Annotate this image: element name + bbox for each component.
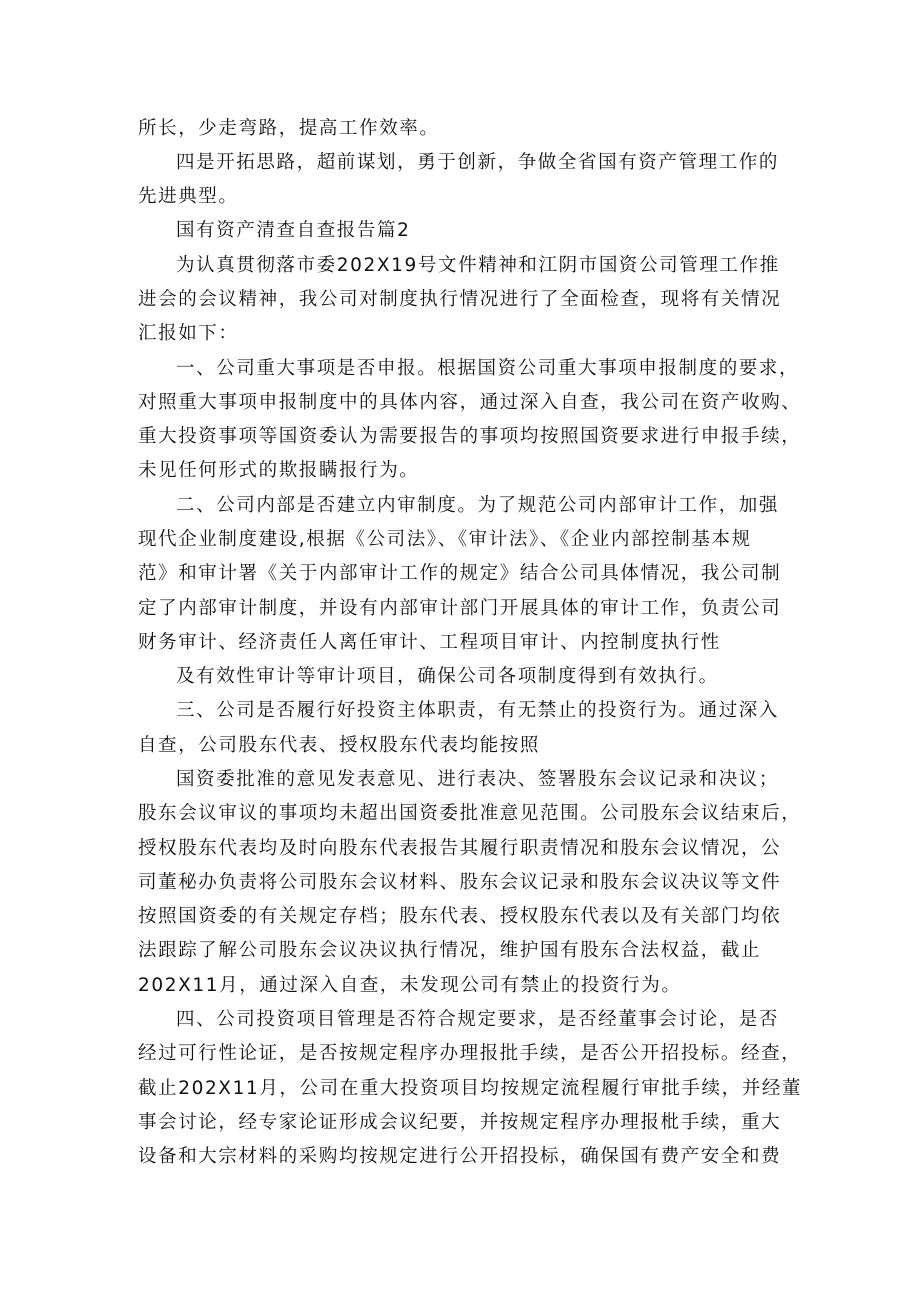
text-line: 及有效性审计等审计项目，确保公司各项制度得到有效执行。	[176, 666, 719, 687]
text-line: 经过可行性论证，是否按规定程序办理报批手续，是否公开招投标。经查，	[138, 1043, 802, 1064]
text-line: 设备和大宗材料的采购均按规定进行公开招投标，确保国有费产安全和费	[138, 1146, 782, 1167]
text-line: 未见任何形式的欺报瞒报行为。	[138, 460, 420, 481]
text-line: 截止202X11月，公司在重大投资项目均按规定流程履行审批手续，并经董	[138, 1078, 803, 1099]
text-line: 法跟踪了解公司股东会议决议执行情况，维护国有股东合法权益，截止	[138, 940, 762, 961]
text-line: 范》和审计署《关于内部审计工作的规定》结合公司具体情况，我公司制	[138, 563, 782, 584]
text-line: 202X11月，通过深入自查，未发现公司有禁止的投资行为。	[138, 975, 682, 996]
text-line: 自查，公司股东代表、授权股东代表均能按照	[138, 735, 541, 756]
text-line: 重大投资事项等国资委认为需要报告的事项均按照国资要求进行申报手续，	[138, 426, 802, 447]
text-line: 所长，少走弯路，提高工作效率。	[138, 118, 440, 139]
text-line: 进会的会议精神，我公司对制度执行情况进行了全面检查，现将有关情况	[138, 289, 782, 310]
text-line: 四、公司投资项目管理是否符合规定要求，是否经董事会讨论，是否	[176, 1009, 780, 1030]
text-line: 为认真贯彻落市委202X19号文件精神和江阴市国资公司管理工作推	[176, 255, 780, 276]
text-line: 国资委批准的意见发表意见、进行表决、签署股东会议记录和决议；	[176, 769, 780, 790]
text-line: 授权股东代表均及时向股东代表报告其履行职责情况和股东会议情况，公	[138, 838, 782, 859]
text-line: 定了内部审计制度，并设有内部审计部门开展具体的审计工作，负责公司	[138, 598, 782, 619]
text-line: 按照国资委的有关规定存档；股东代表、授权股东代表以及有关部门均依	[138, 906, 782, 927]
text-line: 司董秘办负责将公司股东会议材料、股东会议记录和股东会议决议等文件	[138, 872, 782, 893]
text-line: 先进典型。	[138, 186, 239, 207]
text-line: 股东会议审议的事项均未超出国资委批准意见范围。公司股东会议结束后，	[138, 803, 802, 824]
text-line: 对照重大事项申报制度中的具体内容，通过深入自查，我公司在资产收购、	[138, 392, 802, 413]
text-line: 三、公司是否履行好投资主体职责，有无禁止的投资行为。通过深入	[176, 700, 780, 721]
text-line: 事会讨论，经专家论证形成会议纪要，并按规定程序办理报枇手续，重大	[138, 1112, 782, 1133]
text-line: 二、公司内部是否建立内审制度。为了规范公司内部审计工作，加强	[176, 495, 780, 516]
section-heading: 国有资产清查自查报告篇2	[176, 220, 411, 241]
text-line: 汇报如下：	[138, 323, 239, 344]
text-line: 财务审计、经济责任人离任审计、工程项目审计、内控制度执行性	[138, 632, 721, 653]
text-line: 四是开拓思路，超前谋划，勇于创新，争做全省国有资产管理工作的	[176, 152, 780, 173]
text-line: 一、公司重大事项是否申报。根据国资公司重大事项申报制度的要求，	[176, 358, 800, 379]
text-line: 现代企业制度建设,根据《公司法》、《审计法》、《企业内部控制基本规	[138, 529, 752, 550]
